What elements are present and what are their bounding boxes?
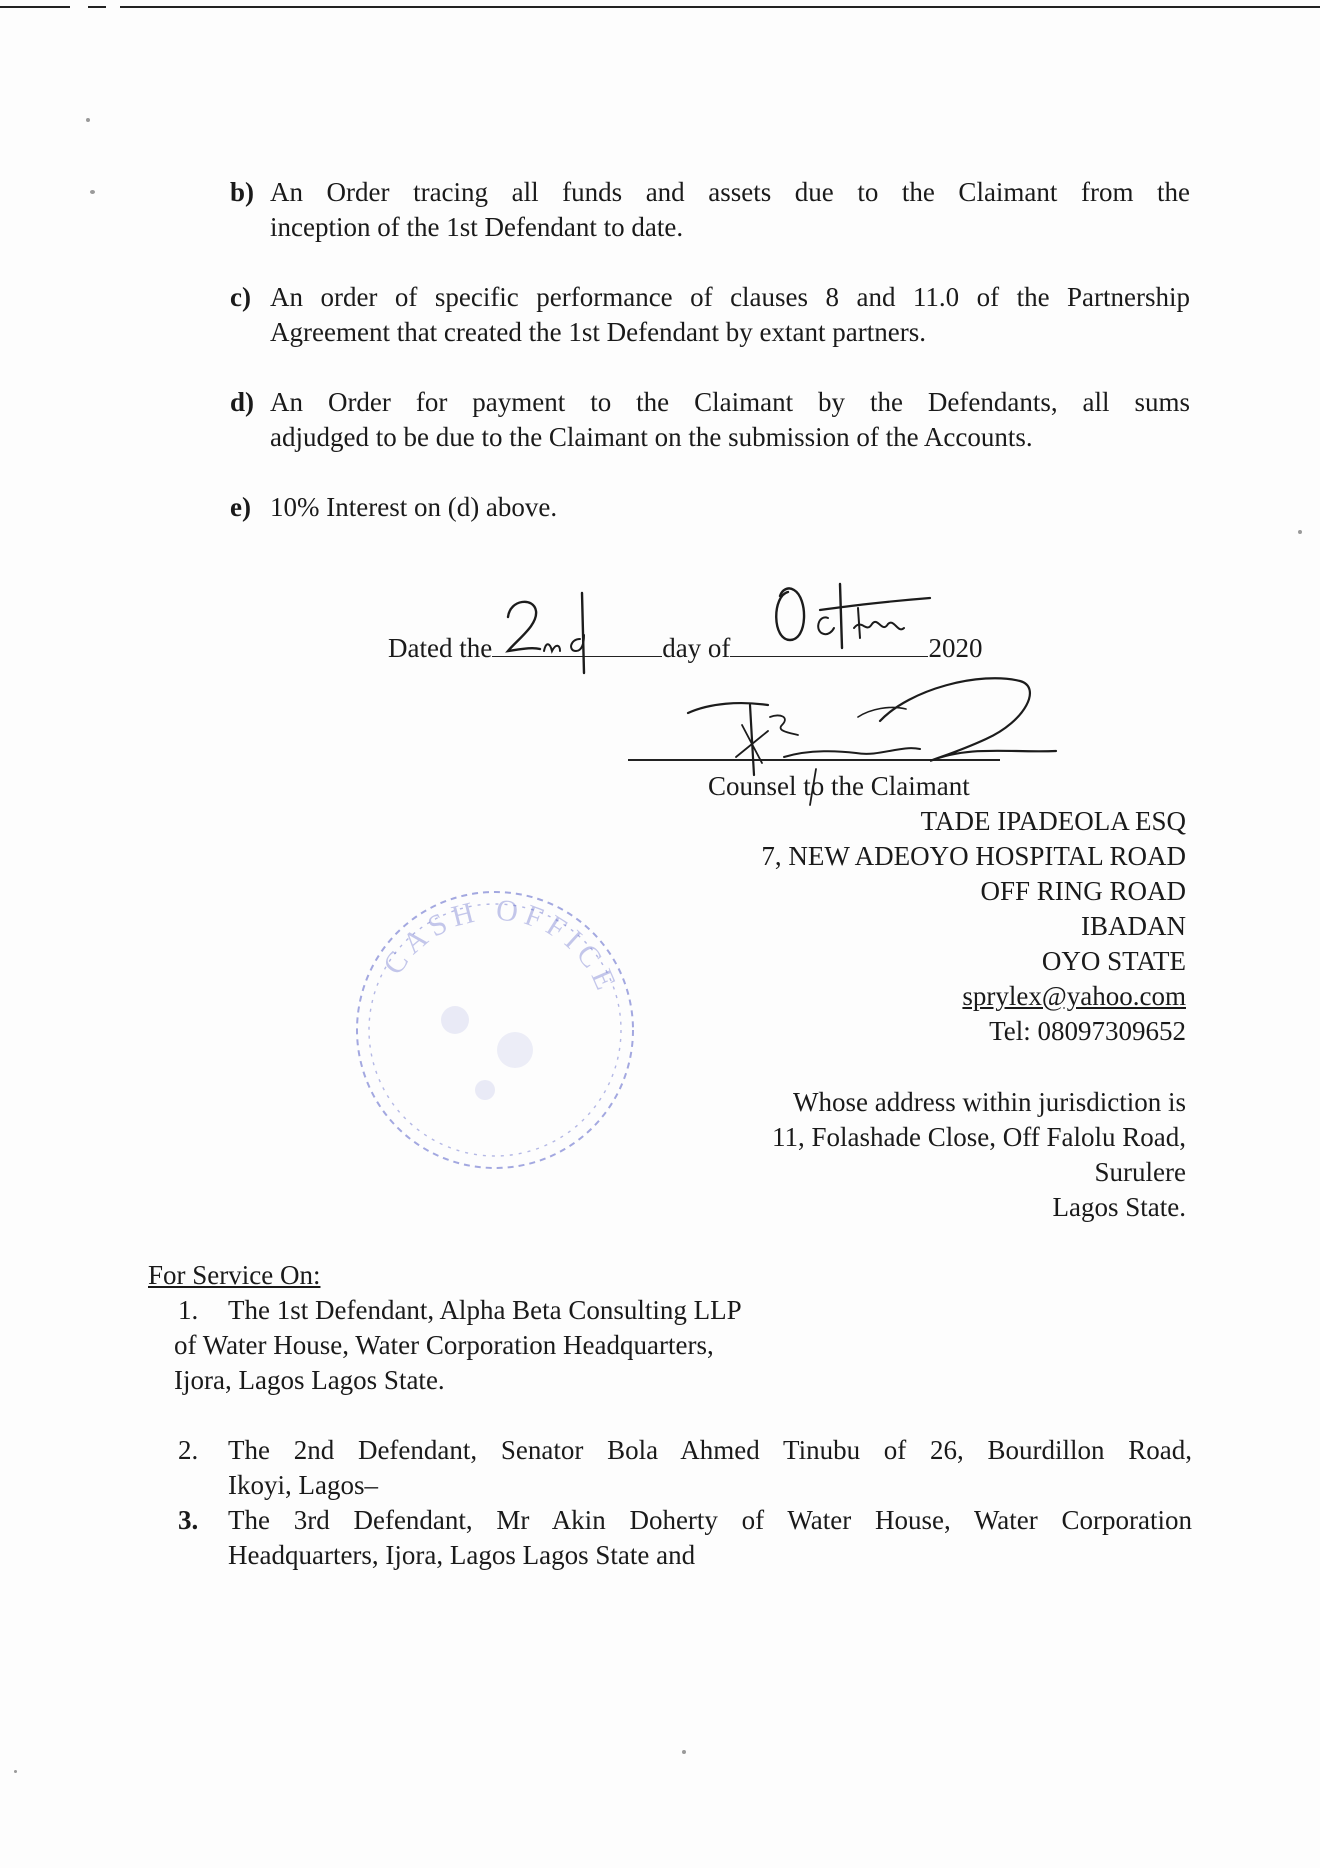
service-heading: For Service On: <box>148 1260 321 1290</box>
stamp-text: CASH OFFICE <box>376 893 625 1000</box>
scan-border-line <box>0 6 70 8</box>
address-line: IBADAN <box>1081 911 1186 941</box>
service-line: Ijora, Lagos Lagos State. <box>174 1365 445 1395</box>
service-number: 2. <box>178 1435 199 1465</box>
service-item <box>178 1503 1192 1573</box>
service-line: of Water House, Water Corporation Headquarters, <box>174 1330 714 1360</box>
prayer-label: b) <box>230 177 255 207</box>
counsel-name: TADE IPADEOLA ESQ <box>920 806 1186 836</box>
scan-speck <box>90 190 95 194</box>
service-item <box>178 1293 1188 1328</box>
handwritten-day <box>500 585 610 675</box>
prayer-line: 10% Interest on (d) above. <box>270 492 558 522</box>
dated-middle: day of <box>662 633 731 663</box>
prayer-line: An order of specific performance of clauses 8 and 11.0 of the Partnership <box>270 282 1190 312</box>
jurisdiction-line: Lagos State. <box>1052 1192 1186 1222</box>
prayer-line: adjudged to be due to the Claimant on the submission of the Accounts. <box>270 422 1033 452</box>
service-item <box>178 1433 1192 1503</box>
svg-text:CASH OFFICE <box>377 893 625 1000</box>
prayer-line: An Order for payment to the Claimant by the Defendants, all sums <box>270 387 1190 417</box>
scan-speck <box>1298 530 1302 534</box>
prayer-item <box>230 385 1190 455</box>
prayer-label: e) <box>230 492 251 522</box>
email-link[interactable]: sprylex@yahoo.com <box>962 981 1186 1011</box>
address-line: OFF RING ROAD <box>980 876 1186 906</box>
jurisdiction-line: Whose address within jurisdiction is <box>793 1087 1186 1117</box>
service-line: Ikoyi, Lagos– <box>228 1470 378 1500</box>
prayer-line: inception of the 1st Defendant to date. <box>270 212 684 242</box>
address-line: 7, NEW ADEOYO HOSPITAL ROAD <box>761 841 1186 871</box>
prayer-line: Agreement that created the 1st Defendant by extant partners. <box>270 317 926 347</box>
service-line: The 2nd Defendant, Senator Bola Ahmed Tinubu of 26, Bourdillon Road, <box>228 1435 1192 1465</box>
prayer-item <box>230 280 1190 350</box>
service-line: Headquarters, Ijora, Lagos Lagos State and <box>228 1540 696 1570</box>
handwritten-month <box>770 578 940 658</box>
service-number: 1. <box>178 1295 199 1325</box>
scan-speck <box>682 1750 686 1754</box>
dated-year: 2020 <box>928 633 983 663</box>
prayer-label: c) <box>230 282 251 312</box>
address-line: OYO STATE <box>1041 946 1186 976</box>
counsel-role: Counsel to the Claimant <box>708 771 970 801</box>
scan-border-line <box>120 6 1320 8</box>
telephone: Tel: 08097309652 <box>989 1016 1186 1046</box>
service-number: 3. <box>178 1505 199 1535</box>
dated-prefix: Dated the <box>388 633 493 663</box>
scan-border-line <box>88 6 106 8</box>
service-line: The 1st Defendant, Alpha Beta Consulting LLP <box>228 1295 742 1325</box>
scan-speck <box>14 1770 17 1773</box>
prayer-label: d) <box>230 387 255 417</box>
jurisdiction-line: 11, Folashade Close, Off Falolu Road, <box>772 1122 1186 1152</box>
jurisdiction-line: Surulere <box>1094 1157 1186 1187</box>
prayer-line: An Order tracing all funds and assets due to the Claimant from the <box>270 177 1190 207</box>
service-line: The 3rd Defendant, Mr Akin Doherty of Water House, Water Corporation <box>228 1505 1192 1535</box>
prayer-item <box>230 490 1190 525</box>
scan-speck <box>86 118 90 122</box>
prayer-item <box>230 175 1190 245</box>
office-stamp <box>345 880 645 1180</box>
